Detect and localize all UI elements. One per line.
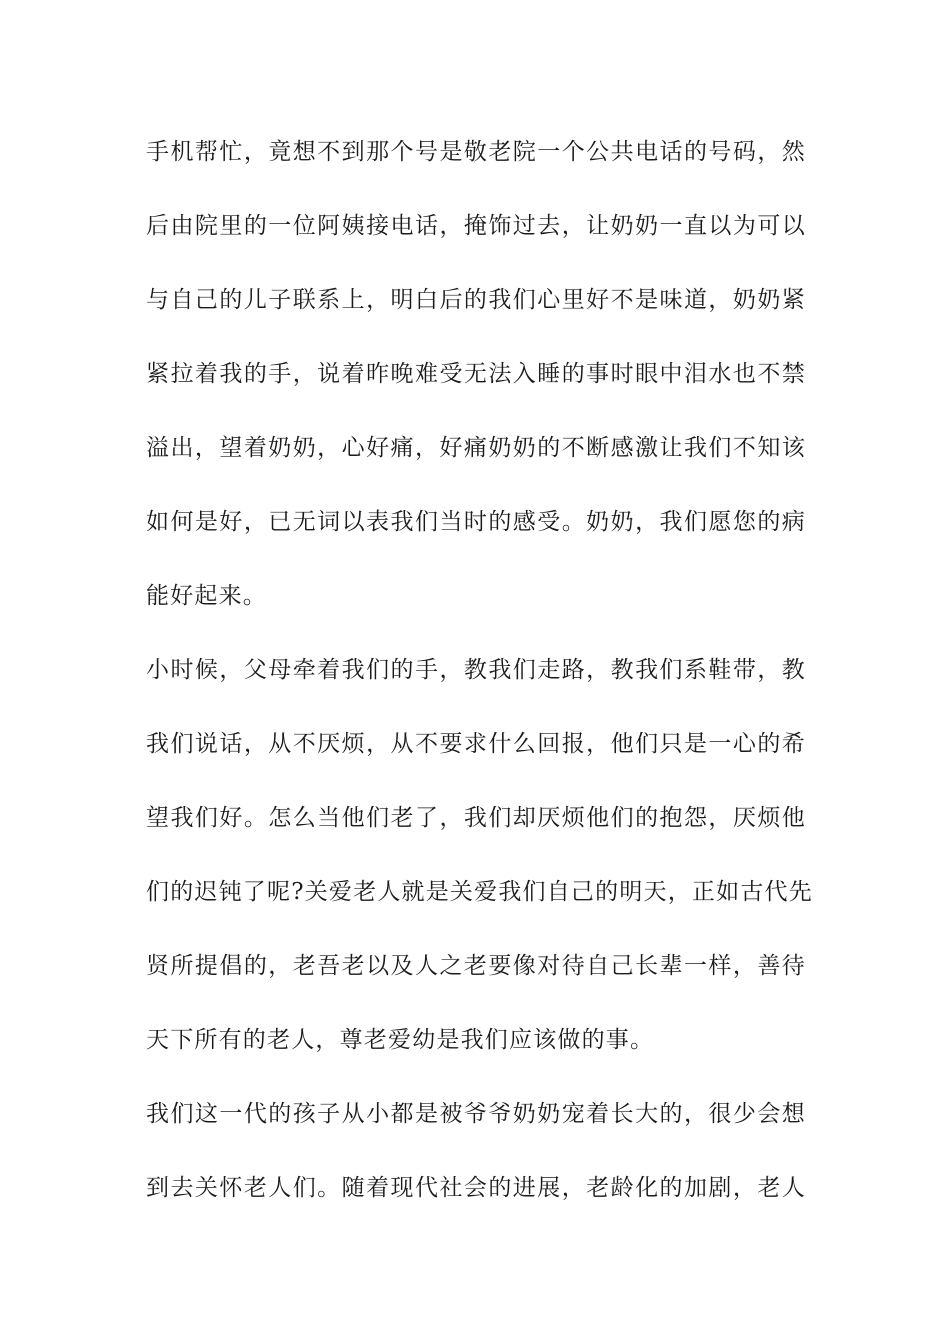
text-line: 手机帮忙，竟想不到那个号是敬老院一个公共电话的号码，然 (146, 139, 806, 165)
text-line: 到去关怀老人们。随着现代社会的进展，老龄化的加剧，老人 (146, 1175, 806, 1201)
text-line: 小时候，父母牵着我们的手，教我们走路，教我们系鞋带，教 (146, 657, 806, 683)
text-line: 天下所有的老人，尊老爱幼是我们应该做的事。 (146, 1027, 655, 1053)
text-line: 能好起来。 (146, 583, 267, 609)
paragraph (146, 132, 806, 650)
text-line: 如何是好，已无词以表我们当时的感受。奶奶，我们愿您的病 (146, 509, 806, 535)
text-line: 贤所提倡的，老吾老以及人之老要像对待自己长辈一样，善待 (146, 953, 806, 979)
text-line: 我们说话，从不厌烦，从不要求什么回报，他们只是一心的希 (146, 731, 806, 757)
text-line: 溢出，望着奶奶，心好痛，好痛奶奶的不断感激让我们不知该 (146, 435, 806, 461)
text-line: 们的迟钝了呢?关爱老人就是关爱我们自己的明天，正如古代先 (146, 879, 813, 905)
paragraph (146, 1094, 806, 1242)
text-line: 紧拉着我的手，说着昨晚难受无法入睡的事时眼中泪水也不禁 (146, 361, 806, 387)
text-line: 我们这一代的孩子从小都是被爷爷奶奶宠着长大的，很少会想 (146, 1101, 806, 1127)
paragraph (146, 650, 813, 1094)
text-line: 望我们好。怎么当他们老了，我们却厌烦他们的抱怨，厌烦他 (146, 805, 806, 831)
document-body (146, 132, 813, 1242)
text-line: 后由院里的一位阿姨接电话，掩饰过去，让奶奶一直以为可以 (146, 213, 806, 239)
text-line: 与自己的儿子联系上，明白后的我们心里好不是味道，奶奶紧 (146, 287, 806, 313)
